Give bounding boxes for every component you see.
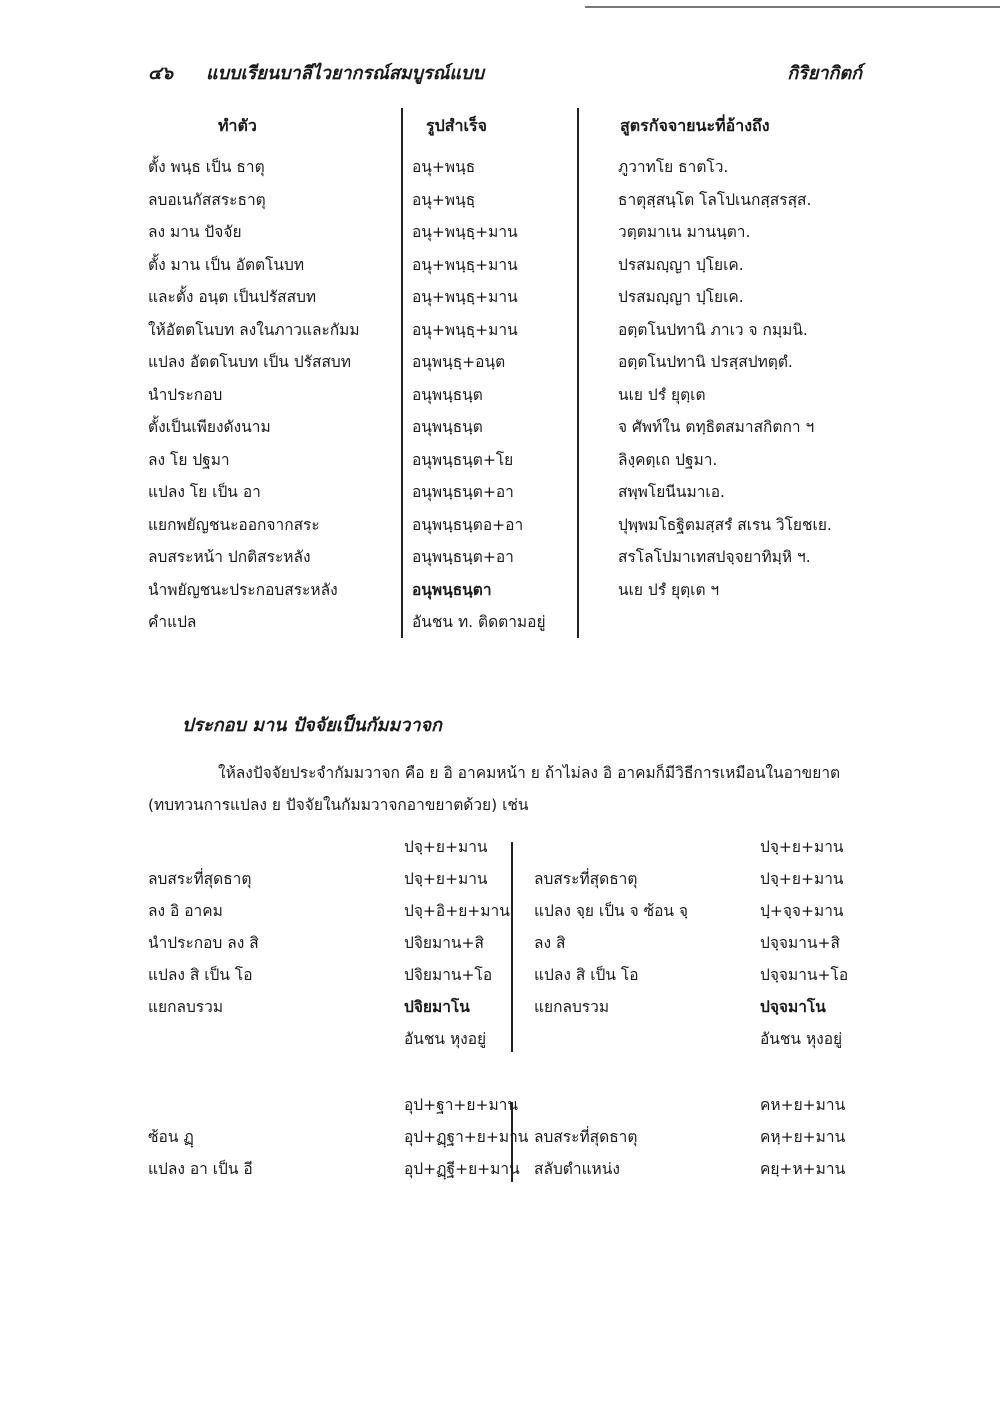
step-form: อุป+ฐา+ย+มาน <box>404 1096 518 1114</box>
step-label: ลง อิ อาคม <box>148 902 223 920</box>
step-label: ลบสระที่สุดธาตุ <box>148 870 252 888</box>
result-cell: อนุ+พนฺธฺ+มาน <box>412 320 518 339</box>
result-cell: อนุพนฺธนฺต+อา <box>412 548 514 566</box>
sutta-cell: จ ศัพท์ใน ตทฺธิตสมาสกิตกา ฯ <box>618 418 815 436</box>
sutta-cell: นเย ปรํ ยุตฺเต ฯ <box>618 580 720 599</box>
step-label: ซ้อน ฏฺ <box>148 1128 194 1146</box>
column-header-result: รูปสำเร็จ <box>426 116 487 135</box>
step-label: นำประกอบ ลง สิ <box>148 934 259 952</box>
result-cell: อนุ+พนฺธ <box>412 158 476 176</box>
procedure-cell: ตั้ง มาน เป็น อัตตโนบท <box>148 255 305 274</box>
sutta-cell: ปุพฺพมโธฐิตมสฺสรํ สเรน วิโยชเย. <box>618 515 832 534</box>
step-form: อุป+ฏฺฐี+ย+มาน <box>404 1160 520 1178</box>
step-form: อันชน หุงอยู่ <box>760 1030 843 1048</box>
page-number: ๔๖ <box>148 63 174 84</box>
sutta-cell: วตฺตมาเน มานนฺตา. <box>618 223 751 241</box>
result-cell: อนุ+พนฺธฺ+มาน <box>412 288 518 306</box>
procedure-cell: แยกพยัญชนะออกจากสระ <box>148 515 320 534</box>
step-label: แยกลบรวม <box>148 998 224 1016</box>
procedure-cell: และตั้ง อนฺต เป็นปรัสสบท <box>148 288 317 306</box>
sutta-cell: นเย ปรํ ยุตฺเต <box>618 385 706 404</box>
sutta-cell: สพฺพโยนีนมาเอ. <box>618 483 725 501</box>
step-form: คห+ย+มาน <box>760 1096 846 1114</box>
top-rule <box>585 6 1000 8</box>
step-form: ปจิยมาน+โอ <box>404 966 493 984</box>
sutta-cell: ธาตุสฺสนฺโต โลโปเนกสฺสรสฺส. <box>618 190 812 209</box>
sutta-cell: สรโลโปมาเทสปจฺจยาทิมฺหิ ฯ. <box>618 548 811 566</box>
procedure-cell: นำประกอบ <box>148 385 223 404</box>
table-divider <box>401 108 403 638</box>
procedure-cell: แปลง โย เป็น อา <box>148 483 261 501</box>
book-title: แบบเรียนบาลีไวยากรณ์สมบูรณ์แบบ <box>206 63 484 84</box>
step-form: คยฺ+ห+มาน <box>760 1160 846 1178</box>
procedure-cell: แปลง อัตตโนบท เป็น ปรัสสบท <box>148 353 351 371</box>
step-form: ปจฺ+ย+มาน <box>760 838 844 856</box>
step-label: แปลง สิ เป็น โอ <box>148 966 253 984</box>
step-form: ปจฺ+ย+มาน <box>404 870 488 888</box>
procedure-cell: ให้อัตตโนบท ลงในภาวและกัมม <box>148 320 360 339</box>
sutta-cell: ลิงฺคตฺเถ ปฐมา. <box>618 450 718 469</box>
step-form: ปจิยมาน+สิ <box>404 934 484 952</box>
result-cell: อนุพนฺธนฺตา <box>412 580 492 599</box>
procedure-cell: ลง โย ปฐมา <box>148 450 230 469</box>
step-form: อุป+ฏฺฐา+ย+มาน <box>404 1128 529 1146</box>
step-form: อันชน หุงอยู่ <box>404 1030 487 1048</box>
step-form: ปจฺ+อิ+ย+มาน <box>404 902 510 920</box>
example-divider <box>511 842 513 1052</box>
column-header-procedure: ทำตัว <box>218 116 257 135</box>
procedure-cell: ลง มาน ปัจจัย <box>148 223 242 241</box>
result-cell: อนุพนฺธนฺต <box>412 418 483 436</box>
step-form: ปฺ+จฺจ+มาน <box>760 902 844 920</box>
paragraph-line: ให้ลงปัจจัยประจำกัมมวาจก คือ ย อิ อาคมหน้า ย ถ้าไม่ลง อิ อาคมก็มีวิธีการเหมือนในอาขยาต <box>218 764 841 782</box>
procedure-cell: ตั้ง พนฺธ เป็น ธาตุ <box>148 158 265 176</box>
result-cell: อันชน ท. ติดตามอยู่ <box>412 613 546 631</box>
step-label: แปลง อา เป็น อี <box>148 1160 253 1178</box>
paragraph-line: (ทบทวนการแปลง ย ปัจจัยในกัมมวาจกอาขยาตด้วย) เช่น <box>148 796 529 814</box>
column-header-sutta: สูตรกัจจายนะที่อ้างถึง <box>620 116 770 135</box>
step-label: แปลง สิ เป็น โอ <box>534 966 639 984</box>
section-title: ประกอบ มาน ปัจจัยเป็นกัมมวาจก <box>182 715 442 736</box>
result-cell: อนุพนฺธนฺต <box>412 385 483 404</box>
step-label: ลง สิ <box>534 934 566 952</box>
step-label: แปลง จฺย เป็น จ ซ้อน จฺ <box>534 902 689 920</box>
result-cell: อนุพนฺธนฺตอ+อา <box>412 515 524 534</box>
procedure-cell: ตั้งเป็นเพียงดังนาม <box>148 418 271 436</box>
result-cell: อนุพนฺธฺ+อนฺต <box>412 353 506 371</box>
sutta-cell: อตฺตโนปทานิ ปรสฺสปทตฺตํ. <box>618 353 793 371</box>
table-divider <box>577 108 579 638</box>
result-cell: อนุ+พนฺธฺ+มาน <box>412 223 518 241</box>
chapter-title: กิริยากิตก์ <box>787 63 862 84</box>
step-label: ลบสระที่สุดธาตุ <box>534 870 638 888</box>
procedure-cell: ลบอเนกัสสระธาตุ <box>148 190 266 209</box>
step-label: สลับตำแหน่ง <box>534 1160 620 1178</box>
step-form: ปจฺจมาน+โอ <box>760 966 849 984</box>
procedure-cell: ลบสระหน้า ปกติสระหลัง <box>148 548 311 566</box>
sutta-cell: ปรสมญฺญา ปฺโยเค. <box>618 288 744 306</box>
result-cell: อนุพนฺธนฺต+โย <box>412 450 514 469</box>
sutta-cell: ภูวาทโย ธาตโว. <box>618 158 729 176</box>
sutta-cell: ปรสมญฺญา ปฺโยเค. <box>618 255 744 274</box>
step-form: ปจฺจมาโน <box>760 998 826 1016</box>
step-label: แยกลบรวม <box>534 998 610 1016</box>
step-form: ปจฺจมาน+สิ <box>760 934 840 952</box>
procedure-cell: นำพยัญชนะประกอบสระหลัง <box>148 580 338 599</box>
result-cell: อนุ+พนฺธฺ <box>412 190 476 209</box>
step-label: ลบสระที่สุดธาตุ <box>534 1128 638 1146</box>
procedure-cell: คำแปล <box>148 613 197 631</box>
step-form: คหฺ+ย+มาน <box>760 1128 846 1146</box>
sutta-cell: อตฺตโนปทานิ ภาเว จ กมฺมนิ. <box>618 320 808 339</box>
result-cell: อนุพนฺธนฺต+อา <box>412 483 514 501</box>
step-form: ปจฺ+ย+มาน <box>404 838 488 856</box>
result-cell: อนุ+พนฺธฺ+มาน <box>412 255 518 274</box>
step-form: ปจิยมาโน <box>404 998 470 1016</box>
step-form: ปจฺ+ย+มาน <box>760 870 844 888</box>
